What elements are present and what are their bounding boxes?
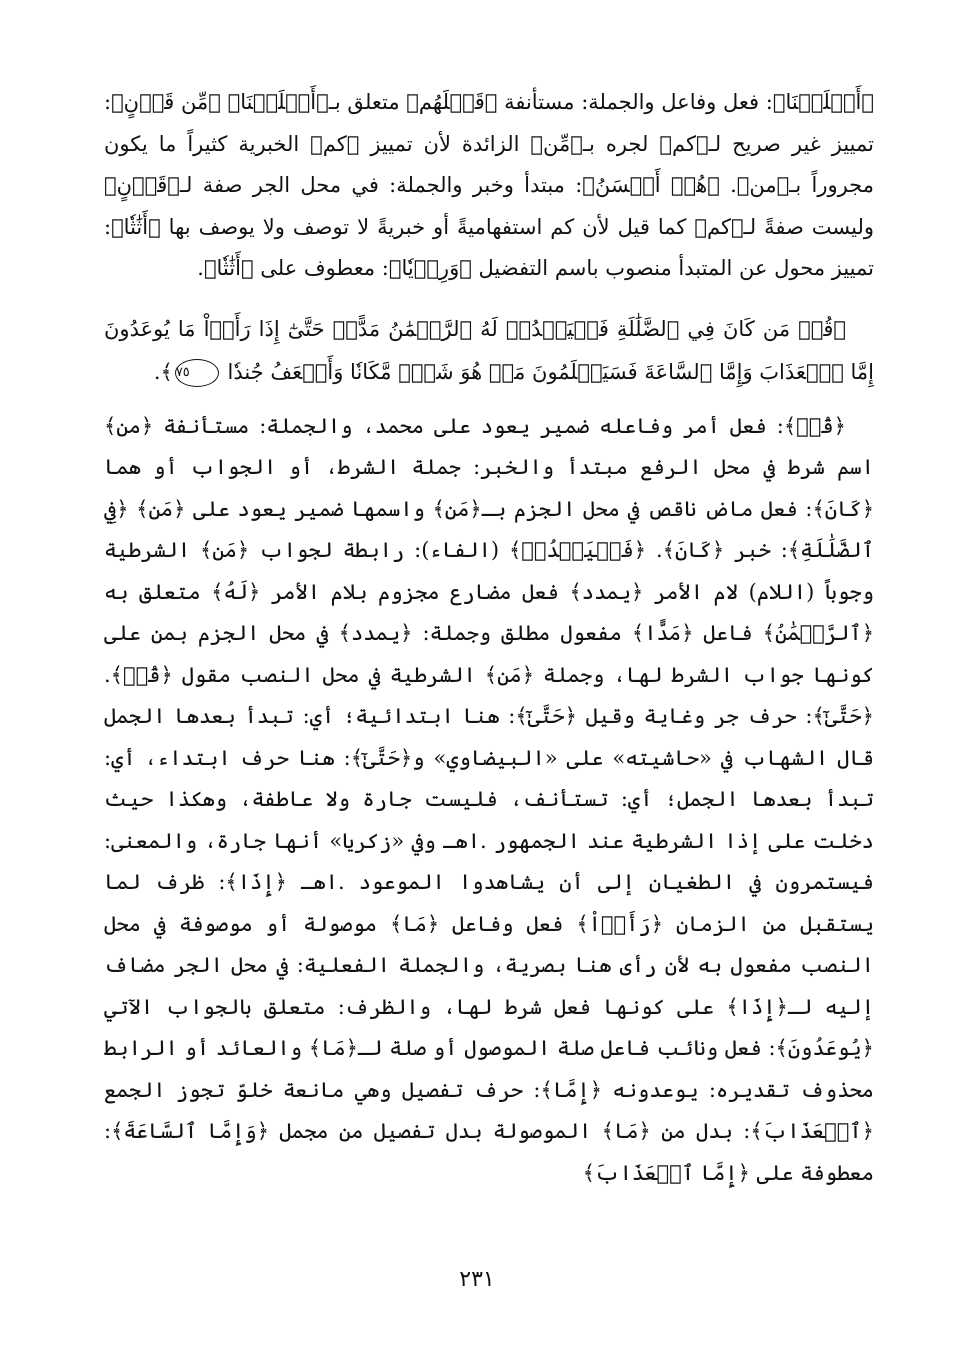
ayah-number-marker: ٧٥ [175,359,219,387]
grammar-paragraph-1: ﴿أَهۡلَكۡنَا﴾: فعل وفاعل والجملة: مستأنفة ﴿قَبۡلَهُم﴾ متعلق بـ﴿أَهۡلَكۡنَا﴾ ﴿مِّن قَرۡنٍ﴾: تمييز غير صريح لـ﴿كم﴾ لجره بـ﴿مِّن﴾ الزائدة لأن تمييز ﴿كم﴾ الخبرية كثيراً ما يكون مجروراً بـ﴿من﴾. ﴿هُمۡ أَحۡسَنُ﴾: مبتدأ وخبر والجملة: في محل الجر صفة لـ﴿قَرۡنٍ﴾ وليست صفةً لـ﴿كم﴾ كما قيل لأن كم استفهاميةً أو خبريةً لا توصف ولا يوصف بها ﴿أَثَٰثٗا﴾: تمييز محول عن المتبدأ منصوب باسم التفضيل ﴿وَرِءۡيٗا﴾: معطوف على ﴿أَثَٰثٗا﴾. [104,90,874,280]
verse-closing: ﴾. [153,359,173,384]
verse-text: ﴿قُلۡ مَن كَانَ فِي ٱلضَّلَٰلَةِ فَلۡيَمۡدُدۡ لَهُ ٱلرَّحۡمَٰنُ مَدًّاۚ حَتَّىٰٓ إِذَا رَأَوۡاْ مَا يُوعَدُونَ إِمَّا ٱلۡعَذَابَ وَإِمَّا ٱلسَّاعَةَ فَسَيَعۡلَمُونَ مَنۡ هُوَ شَرّٞ مَّكَانٗا وَأَضۡعَفُ جُندٗا [104,316,874,384]
grammar-paragraph-2: ﴿قُلۡ﴾: فعل أمر وفاعله ضمير يعود على محمد، والجملة: مستأنفة ﴿من﴾ اسم شرط في محل الرفع مبتدأ والخبر: جملة الشرط، أو الجواب أو هما ﴿كَانَ﴾: فعل ماض ناقص في محل الجزم بـ﴿مَن﴾ واسمها ضمير يعود على ﴿مَن﴾ ﴿فِي ٱلضَّلَٰلَةِ﴾: خبر ﴿كَانَ﴾. ﴿فَلۡيَمۡدُدۡ﴾ (الفاء): رابطة لجواب ﴿مَن﴾ الشرطية وجوباً (اللام) لام الأمر ﴿يمدد﴾ فعل مضارع مجزوم بلام الأمر ﴿لَهُ﴾ متعلق به ﴿ٱلرَّحۡمَٰنُ﴾ فاعل ﴿مَدًّا﴾ مفعول مطلق وجملة: ﴿يمدد﴾ في محل الجزم بمن على كونها جواب الشرط لها، وجملة ﴿مَن﴾ الشرطية في محل النصب مقول ﴿قُلۡ﴾. ﴿حَتَّىٰٓ﴾: حرف جر وغاية وقيل ﴿حَتَّىٰٓ﴾: هنا ابتدائية؛ أي: تبدأ بعدها الجمل قال الشهاب في «حاشيته» على «البيضاوي» و﴿حَتَّىٰٓ﴾: هنا حرف ابتداء، أي: تبدأ بعدها الجمل؛ أي: تستأنف، فليست جارة ولا عاطفة، وهكذا حيث دخلت على إذا الشرطية عند الجمهور .اهـ وفي «زكريا» أنها جارة، والمعنى: فيستمرون في الطغيان إلى أن يشاهدوا الموعود .اهـ ﴿إِذَا﴾: ظرف لما يستقبل من الزمان ﴿رَأَوۡاْ﴾ فعل وفاعل ﴿مَا﴾ موصولة أو موصوفة في محل النصب مفعول به لأن رأى هنا بصرية، والجملة الفعلية: في محل الجر مضاف إليه لـ﴿إِذَا﴾ على كونها فعل شرط لها، والظرف: متعلق بالجواب الآتي ﴿يُوعَدُونَ﴾: فعل ونائب فاعل صلة الموصول أو صلة لـ﴿مَا﴾ والعائد أو الرابط محذوف تقديره: يوعدونه ﴿إِمَّا﴾: حرف تفصيل وهي مانعة خلوّ تجوز الجمع ﴿ٱلۡعَذَابَ﴾: بدل من ﴿مَا﴾ الموصولة بدل تفصيل من مجمل ﴿وَإِمَّا ٱلسَّاعَةَ﴾: معطوفة على ﴿إِمَّا ٱلۡعَذَابَ﴾ [104,413,874,1185]
page-content [104,82,874,1304]
page-number: ٢٣١ [459,1267,495,1292]
quran-verse [104,308,874,394]
